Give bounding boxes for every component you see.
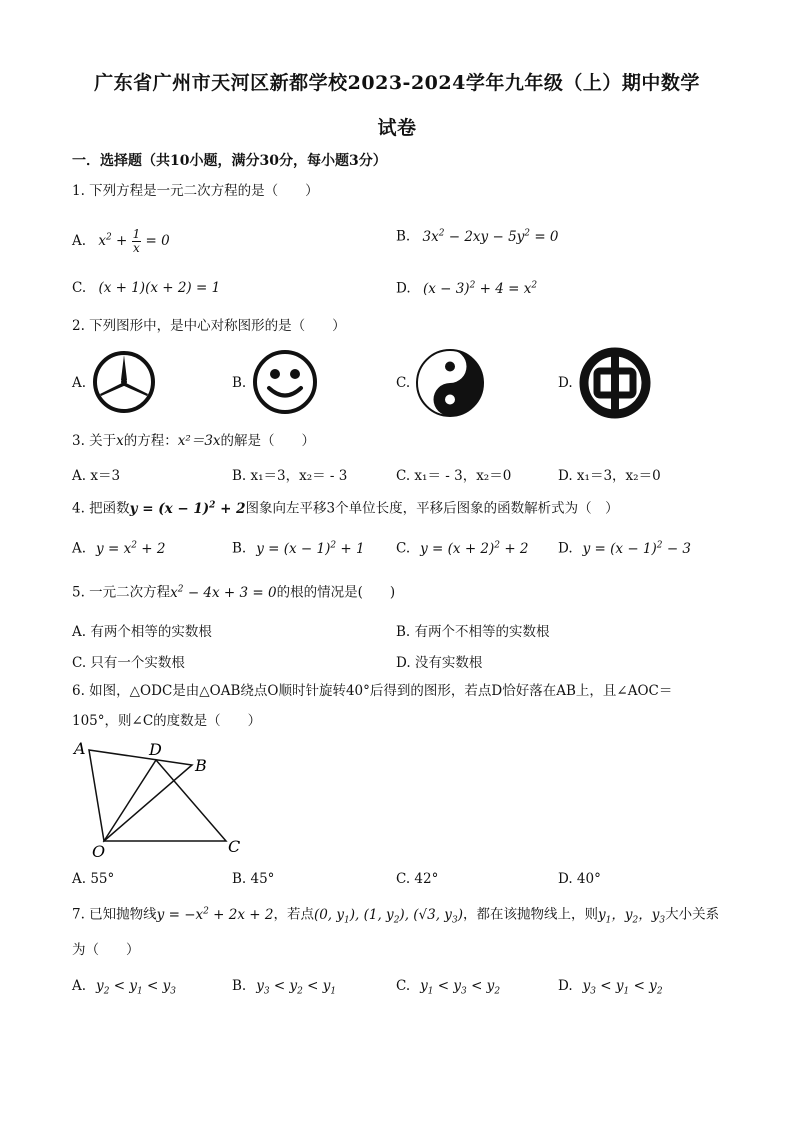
q7-option-b-label: B. [232, 978, 247, 994]
q4-option-b-label: B. [232, 540, 247, 557]
q2-option-d-label: D. [558, 375, 573, 391]
q4-option-a-label: A. [72, 540, 87, 557]
q4-option-d: D. $y = (x - 1)^2 - 3$ [558, 540, 692, 557]
q4-option-a: A. $y = x^2 + 2$ [72, 540, 166, 557]
q7-option-b: B. $y_3 < y_2 < y_1$ [232, 978, 337, 997]
q3-option-a: A. x＝3 [72, 468, 121, 484]
q7-option-d: D. $y_3 < y_1 < y_2$ [558, 978, 663, 997]
triangle-odc [104, 760, 226, 841]
section-heading: 一．选择题（共10小题，满分30分，每小题3分） [72, 153, 387, 169]
q7-option-a-label: A. [72, 978, 87, 994]
q3-option-b: B. x₁＝3，x₂＝ - 3 [232, 468, 348, 484]
q4-option-c: C. $y = (x + 2)^2 + 2$ [396, 540, 529, 557]
question-6-line2: 105°，则∠C的度数是（ ） [72, 713, 262, 729]
question-7-line1: 7. 已知抛物线$y = -x^2 + 2x + 2$，若点(0, $y_1$), (1, $y_2$), (√3, $y_3$)，都在该抛物线上，则$y_1$，$y_2$，$y_3$大小关系 [72, 906, 720, 926]
q7-stem-post: ，都在该抛物线上，则 [462, 906, 598, 923]
q3-var: x [116, 433, 124, 449]
q2-option-a-label: A. [72, 375, 87, 391]
q1-option-d-label: D. [396, 280, 411, 297]
page-title: 广东省广州市天河区新都学校2023-2024学年九年级（上）期中数学 [94, 72, 700, 94]
point-a-label: A [74, 739, 86, 758]
q3-stem-pre: 3. 关于 [72, 433, 117, 449]
question-6-line1: 6. 如图，△ODC是由△OAB绕点O顺时针旋转40°后得到的图形，若点D恰好落在AB上，且∠AOC＝ [72, 683, 673, 699]
q3-equation: x²＝3x [177, 433, 221, 449]
q3-option-c: C. x₁＝ - 3，x₂＝0 [396, 468, 512, 484]
q5-option-b: B. 有两个不相等的实数根 [396, 624, 550, 640]
q2-option-c-label: C. [396, 375, 411, 391]
q7-option-d-label: D. [558, 978, 573, 994]
q5-stem-pre: 5. 一元二次方程 [72, 584, 171, 601]
q1-option-d: D. $(x - 3)^2 + 4 = x^2$ [396, 280, 538, 297]
question-2-stem: 2. 下列图形中，是中心对称图形的是（ ） [72, 318, 346, 334]
q4-stem-post: 图象向左平移3个单位长度，平移后图象的函数解析式为（ ） [245, 500, 619, 517]
point-o-label: O [92, 842, 106, 861]
q4-stem-pre: 4. 把函数 [72, 500, 130, 517]
q5-option-c: C. 只有一个实数根 [72, 655, 185, 671]
rotation-figure [70, 738, 250, 863]
q6-option-d: D. 40° [558, 871, 601, 887]
triangle-oab [89, 750, 192, 841]
q6-option-b: B. 45° [232, 871, 275, 887]
q7-option-c-label: C. [396, 978, 411, 994]
q7-option-a: A. $y_2 < y_1 < y_3$ [72, 978, 176, 997]
q1-option-c: C. (x + 1)(x + 2) = 1 [72, 280, 221, 296]
q1-option-b: B. $3x^2 - 2xy - 5y^2 = 0$ [396, 228, 559, 245]
q1-option-b-label: B. [396, 228, 411, 245]
q6-option-c: C. 42° [396, 871, 439, 887]
q1-option-a: A. $x^2$ + $\frac{1}{x}$ = 0 [72, 227, 170, 255]
q4-option-c-label: C. [396, 540, 411, 557]
q2-option-b-label: B. [232, 375, 247, 391]
q4-option-b: B. $y = (x - 1)^2 + 1$ [232, 540, 365, 557]
point-d-label: D [149, 740, 162, 759]
page-title-line2: 试卷 [377, 117, 417, 139]
q3-stem-post: 的解是（ ） [220, 433, 316, 449]
yin-yang-icon [415, 348, 485, 418]
question-1-stem: 1. 下列方程是一元二次方程的是（ ） [72, 183, 319, 199]
q1-option-c-label: C. [72, 280, 87, 296]
smiley-face-icon [252, 349, 318, 415]
q3-option-d: D. x₁＝3，x₂＝0 [558, 468, 661, 484]
point-c-label: C [228, 837, 241, 856]
q5-option-d: D. 没有实数根 [396, 655, 483, 671]
fraction: $\frac{1}{x}$ [132, 227, 141, 255]
q5-option-a: A. 有两个相等的实数根 [72, 624, 212, 640]
q7-stem-mid: ，若点 [273, 906, 314, 923]
point-b-label: B [195, 756, 207, 775]
question-7-line2: 为（ ） [72, 942, 140, 958]
q1-option-a-label: A. [72, 233, 87, 249]
q7-option-c: C. $y_1 < y_3 < y_2$ [396, 978, 501, 997]
q7-stem-pre: 7. 已知抛物线 [72, 906, 157, 923]
question-4-stem: 4. 把函数$y = (x - 1)^2 + 2$图象向左平移3个单位长度，平移后图象的函数解析式为（ ） [72, 500, 619, 517]
q3-stem-mid: 的方程： [123, 433, 178, 449]
q5-stem-post: 的根的情况是( ) [276, 584, 396, 601]
mercedes-logo-icon [92, 350, 156, 414]
question-5-stem: 5. 一元二次方程$x^2 - 4x + 3 = 0$的根的情况是( ) [72, 584, 396, 601]
q7-stem-end: 大小关系 [665, 906, 720, 923]
q6-option-a: A. 55° [72, 871, 115, 887]
bank-of-china-logo-icon [579, 347, 651, 419]
q4-option-d-label: D. [558, 540, 573, 557]
question-3-stem [72, 433, 315, 449]
